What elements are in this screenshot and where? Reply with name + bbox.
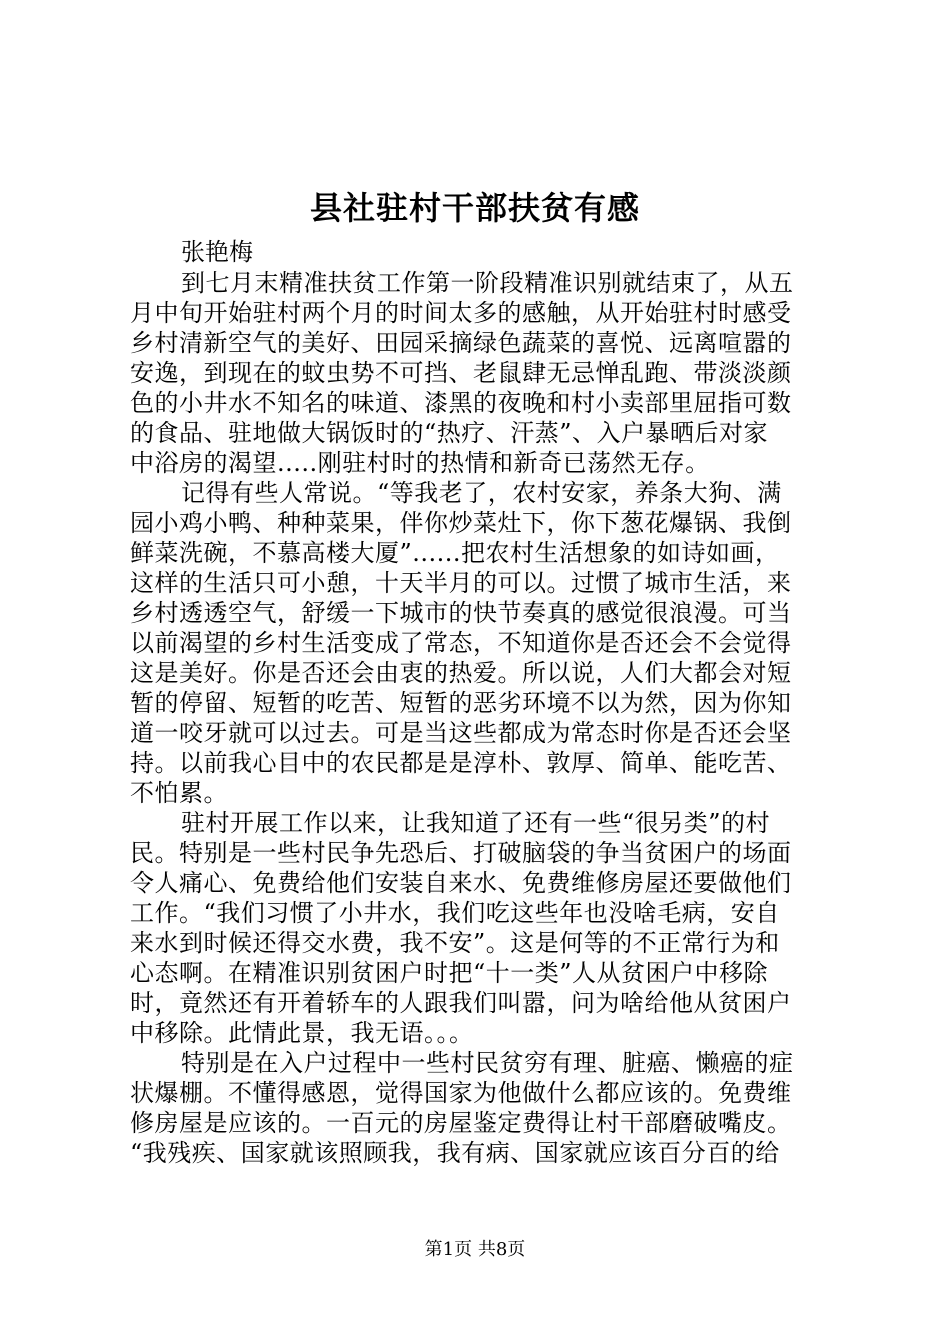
text-line: 工作。“我们习惯了小井水，我们吃这些年也没啥毛病，安自: [130, 899, 780, 927]
author-name: 张艳梅: [181, 238, 253, 266]
text-line: 这是美好。你是否还会由衷的热爱。所以说，人们大都会对短: [130, 659, 792, 687]
text-line: 民。特别是一些村民争先恐后、打破脑袋的争当贫困户的场面: [130, 839, 792, 867]
text-line: 道一咬牙就可以过去。可是当这些都成为常态时你是否还会坚: [130, 719, 792, 747]
text-line: 中移除。此情此景，我无语。。。: [130, 1019, 474, 1047]
text-line: 的食品、驻地做大锅饭时的“热疗、汗蒸”、入户暴晒后对家: [130, 419, 769, 447]
document-title: 县社驻村干部扶贫有感: [309, 189, 640, 227]
text-line: 安逸，到现在的蚊虫势不可挡、老鼠肆无忌惮乱跑、带淡淡颜: [130, 359, 792, 387]
text-line: 驻村开展工作以来，让我知道了还有一些“很另类”的村: [181, 809, 771, 837]
text-line: 不怕累。: [130, 779, 228, 807]
text-line: 园小鸡小鸭、种种菜果，伴你炒菜灶下，你下葱花爆锅、我倒: [130, 509, 792, 537]
text-line: 以前渴望的乡村生活变成了常态，不知道你是否还会不会觉得: [130, 629, 792, 657]
text-line: 中浴房的渴望.....刚驻村时的热情和新奇已荡然无存。: [130, 449, 710, 477]
text-line: 乡村清新空气的美好、田园采摘绿色蔬菜的喜悦、远离喧嚣的: [130, 329, 792, 357]
text-line: 色的小井水不知名的味道、漆黑的夜晚和村小卖部里屈指可数: [130, 389, 792, 417]
text-line: 这样的生活只可小憩，十天半月的可以。过惯了城市生活，来: [130, 569, 792, 597]
text-line: 状爆棚。不懂得感恩，觉得国家为他做什么都应该的。免费维: [130, 1079, 792, 1107]
text-line: 来水到时候还得交水费，我不安”。这是何等的不正常行为和: [130, 929, 780, 957]
body-text: [130, 268, 834, 1168]
paragraph-3: [130, 808, 834, 1048]
page-number-footer: 第1页 共8页: [424, 1239, 526, 1260]
paragraph-4: [130, 1048, 834, 1168]
text-line: 令人痛心、免费给他们安装自来水、免费维修房屋还要做他们: [130, 869, 792, 897]
paragraph-2: [130, 478, 834, 808]
text-line: 暂的停留、短暂的吃苦、短暂的恶劣环境不以为然，因为你知: [130, 689, 792, 717]
text-line: 记得有些人常说。“等我老了，农村安家，养条大狗、满: [181, 479, 782, 507]
text-line: 时，竟然还有开着轿车的人跟我们叫嚣，问为啥给他从贫困户: [130, 989, 792, 1017]
text-line: 心态啊。在精准识别贫困户时把“十一类”人从贫困户中移除: [130, 959, 769, 987]
text-line: 持。以前我心目中的农民都是是淳朴、敦厚、简单、能吃苦、: [130, 749, 792, 777]
text-line: 到七月末精准扶贫工作第一阶段精准识别就结束了，从五: [181, 269, 794, 297]
text-line: 乡村透透空气，舒缓一下城市的快节奏真的感觉很浪漫。可当: [130, 599, 792, 627]
text-line: 特别是在入户过程中一些村民贫穷有理、脏癌、懒癌的症: [181, 1049, 794, 1077]
text-line: 月中旬开始驻村两个月的时间太多的感触，从开始驻村时感受: [130, 299, 792, 327]
text-line: 修房屋是应该的。一百元的房屋鉴定费得让村干部磨破嘴皮。: [130, 1109, 792, 1137]
text-line: 鲜菜洗碗，不慕高楼大厦”......把农村生活想象的如诗如画，: [130, 539, 780, 567]
text-line: “我残疾、国家就该照顾我，我有病、国家就应该百分百的给: [130, 1139, 780, 1167]
paragraph-1: [130, 268, 834, 478]
